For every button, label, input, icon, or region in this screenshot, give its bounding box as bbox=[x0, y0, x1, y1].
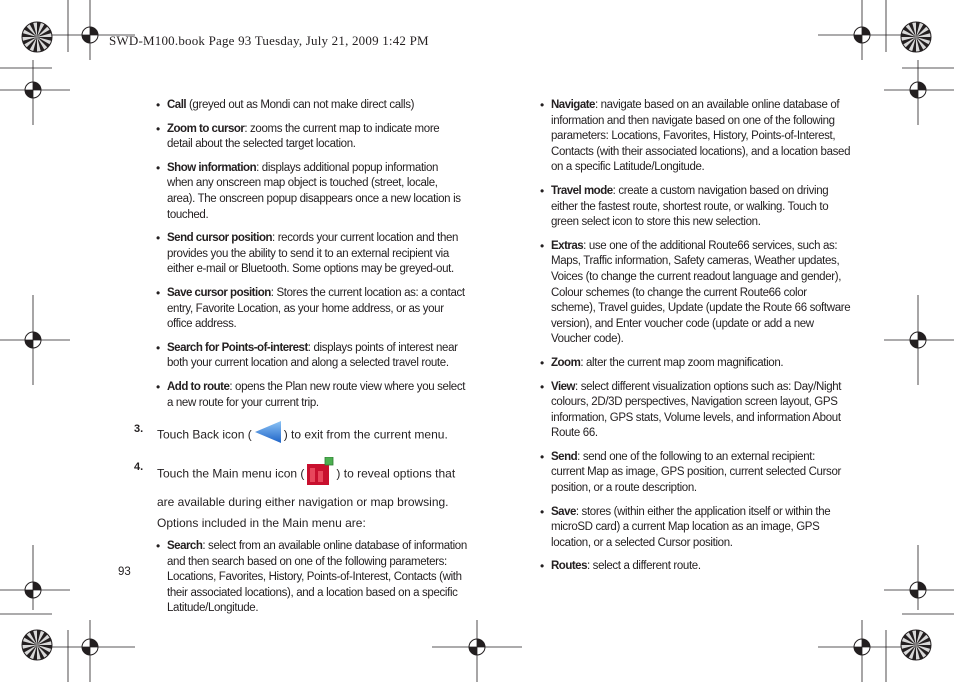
bullet-item bbox=[539, 356, 851, 372]
bullet-text: : zooms the current map to indicate more detail about the selected target location. bbox=[167, 122, 440, 151]
bullet-item bbox=[155, 539, 467, 617]
bullet-item bbox=[539, 380, 851, 442]
bullet-text: : displays additional popup information when any onscreen map object is touched (street, locale, area). The onscreen popup disappears once a new location is touched. bbox=[167, 161, 461, 221]
bullet-term: Zoom to cursor bbox=[167, 122, 245, 135]
bullet-item bbox=[539, 450, 851, 497]
bullet-term: Show information bbox=[167, 161, 257, 174]
bullet-item bbox=[155, 98, 467, 114]
bullet-term: Extras bbox=[551, 239, 584, 252]
bullet-text: : use one of the additional Route66 services, such as: Maps, Traffic information, Safety cameras, Weather updates, Voices (to change the current readout language and gender), Colour schemes (to change the current Route66 color scheme), Travel guides, Update (update the Route 66 software version), and Enter voucher code (update or add a new Voucher code). bbox=[551, 239, 851, 346]
main-menu-icon bbox=[305, 457, 335, 492]
bullet-item bbox=[539, 505, 851, 552]
step-text-after: ) to exit from the current menu. bbox=[283, 427, 448, 442]
bullet-text: (greyed out as Mondi can not make direct calls) bbox=[186, 99, 415, 111]
bullet-text: : select a different route. bbox=[586, 560, 701, 573]
bullet-term: Zoom bbox=[551, 356, 581, 369]
main-menu-options bbox=[155, 539, 467, 617]
step-number: 4. bbox=[134, 461, 144, 474]
bullet-term: Routes bbox=[551, 560, 587, 573]
page-header: SWD-M100.book Page 93 Tuesday, July 21, 2009 1:42 PM bbox=[109, 33, 429, 48]
bullet-text: : Stores the current location as: a contact entry, Favorite Location, as your home address, or as your office address. bbox=[167, 286, 465, 331]
step-number: 3. bbox=[134, 423, 144, 436]
bullet-item bbox=[155, 341, 467, 372]
bullet-text: : create a custom navigation based on driving either the fastest route, shortest route, or walking. Touch to green select icon to store this new selection. bbox=[551, 184, 829, 229]
bullet-text: : navigate based on an available online database of information and then navigate based on one of the following parameters: Locations, Favorites, History, Points-of-Interest, Contacts (with their associated locations), and a location based on a specific Latitude/Longitude. bbox=[551, 99, 851, 174]
bullet-term: Save bbox=[551, 505, 576, 518]
bullet-term: Navigate bbox=[551, 99, 595, 111]
bullet-term: Save cursor position bbox=[167, 286, 271, 299]
bullet-term: Search for Points-of-interest bbox=[167, 341, 308, 354]
bullet-item bbox=[539, 98, 851, 176]
bullet-term: Search bbox=[167, 540, 203, 553]
step-text-after: ) to reveal options that are available during either navigation or map browsing. Options included in the Main menu are: bbox=[157, 466, 456, 531]
step-text-before: Touch the Main menu icon ( bbox=[157, 466, 305, 481]
main-menu-sub-options bbox=[155, 98, 467, 411]
bullet-item bbox=[155, 122, 467, 153]
bullet-term: Add to route bbox=[167, 380, 230, 393]
bullet-text: : opens the Plan new route view where you select a new route for your current trip. bbox=[167, 380, 466, 409]
step-text-before: Touch Back icon ( bbox=[157, 427, 252, 442]
bullet-term: Call bbox=[167, 99, 187, 111]
left-column bbox=[134, 98, 467, 625]
bullet-text: : records your current location and then provides you the ability to send it to an external recipient via either e-mail or Bluetooth. Some options may be greyed-out. bbox=[167, 232, 459, 276]
right-column bbox=[539, 98, 851, 583]
bullet-text: : select different visualization options such as: Day/Night colours, 2D/3D perspectives, Navigation screen layout, GPS information, GPS stats, Volume levels, and information About Route 66. bbox=[551, 380, 842, 440]
bullet-text: : send one of the following to an external recipient: current Map as image, GPS position, current selected Cursor position, or a route description. bbox=[551, 450, 841, 495]
back-arrow-icon bbox=[253, 419, 283, 452]
bullet-item bbox=[155, 380, 467, 411]
step-4 bbox=[134, 457, 467, 534]
bullet-text: : stores (within either the application itself or within the microSD card) a current Map location as an image, GPS location, or a selected Cursor position. bbox=[551, 505, 831, 549]
bullet-text: : displays points of interest near both your current location and along a selected travel route. bbox=[167, 341, 458, 370]
bullet-item bbox=[155, 286, 467, 333]
bullet-text: : alter the current map zoom magnification. bbox=[580, 356, 784, 369]
bullet-term: Send bbox=[551, 450, 578, 463]
step-3 bbox=[134, 419, 467, 452]
bullet-term: Travel mode bbox=[551, 184, 613, 197]
bullet-text: : select from an available online database of information and then search based on one of the following parameters: Locations, Favorites, History, Points-of-Interest, Contacts (with their associated locations), and a location based on a specific Latitude/Longitude. bbox=[167, 540, 467, 615]
bullet-item bbox=[539, 184, 851, 231]
bullet-item bbox=[539, 559, 851, 575]
page-number: 93 bbox=[118, 566, 131, 578]
bullet-item bbox=[539, 239, 851, 348]
bullet-item bbox=[155, 231, 467, 278]
bullet-item bbox=[155, 161, 467, 223]
bullet-term: Send cursor position bbox=[167, 232, 273, 245]
bullet-term: View bbox=[551, 380, 575, 393]
